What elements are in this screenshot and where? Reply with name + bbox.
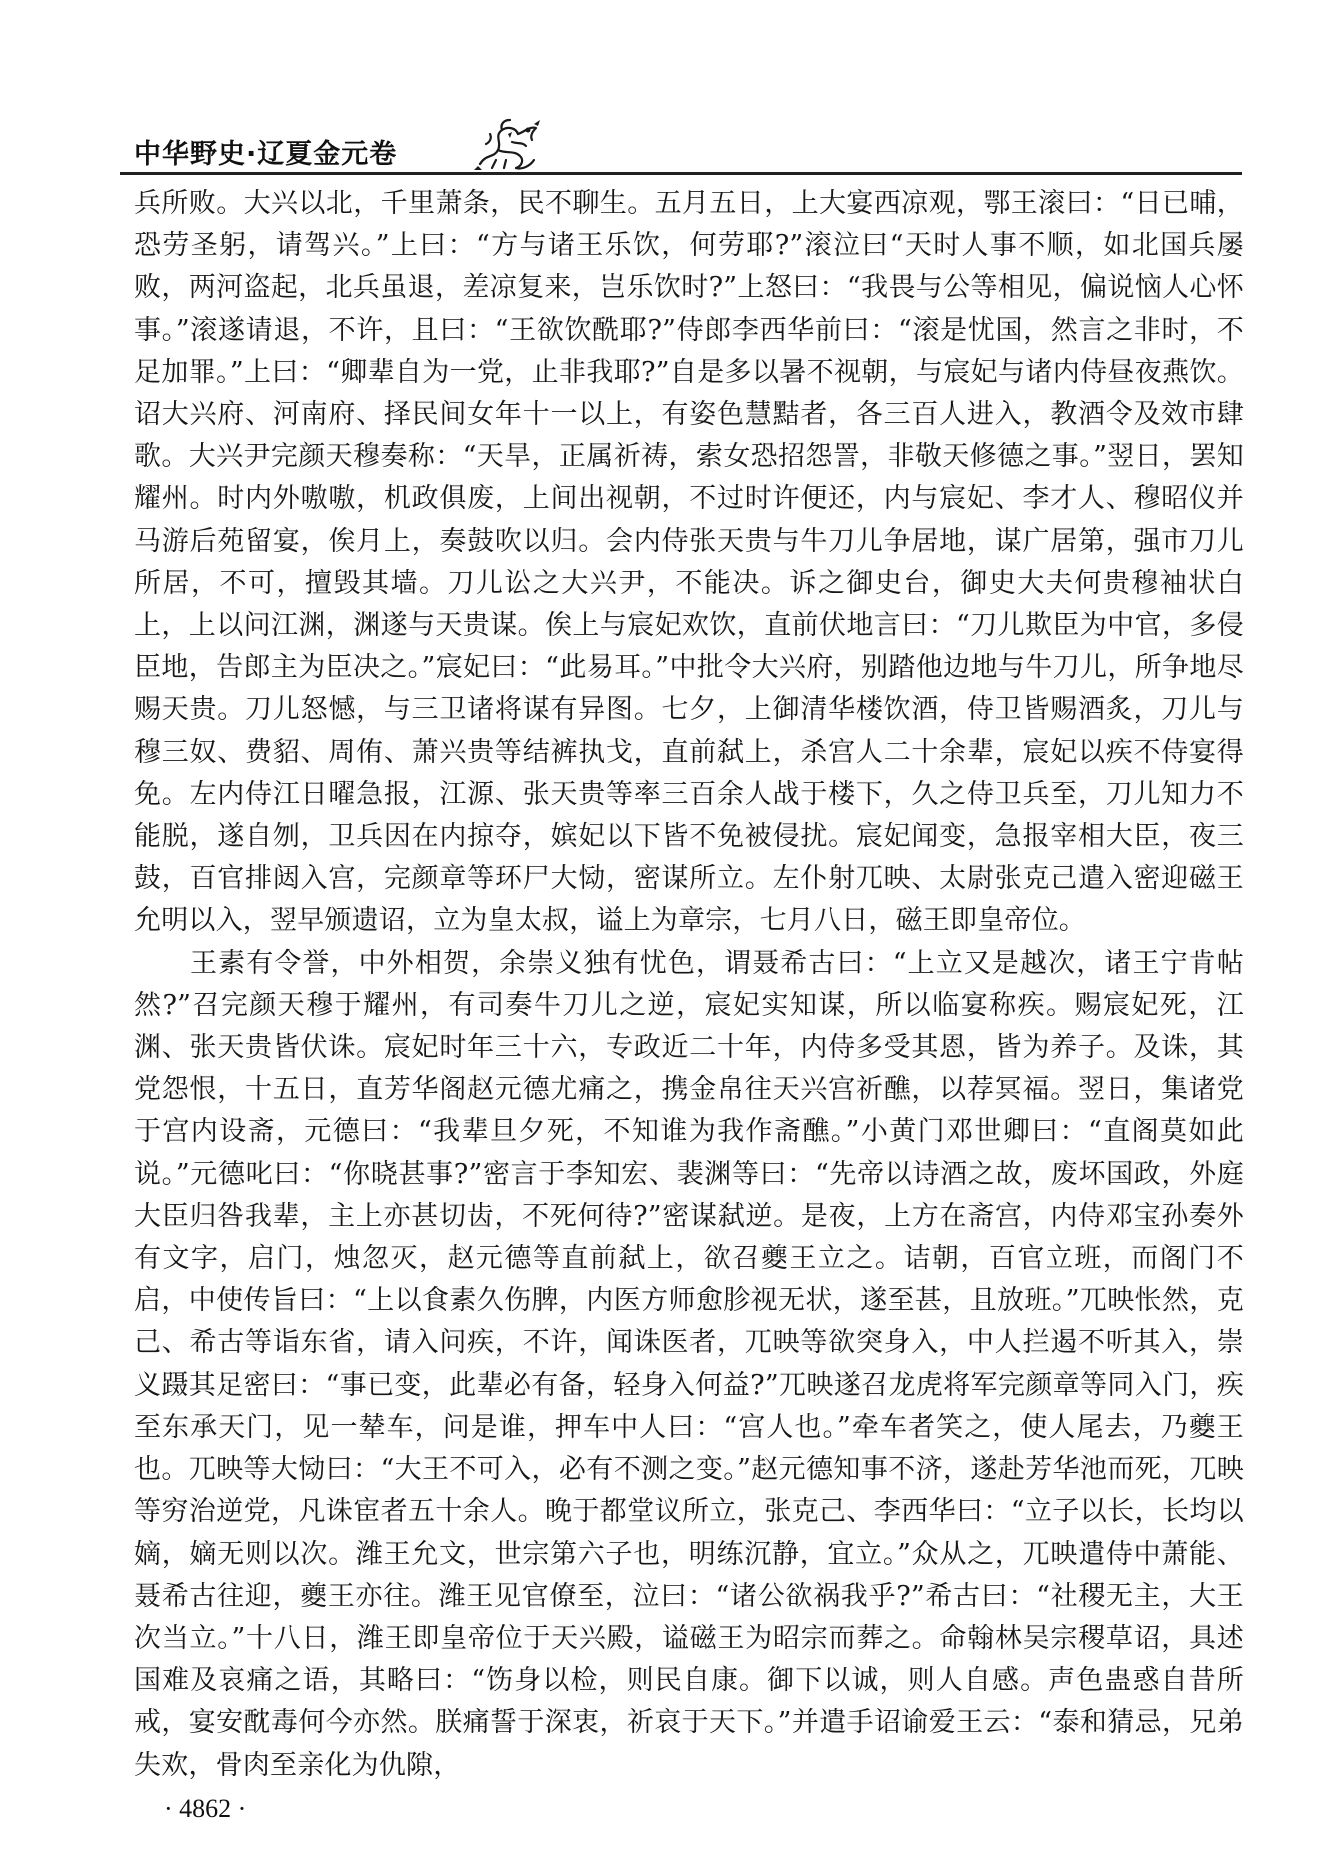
paragraph: 王素有令誉，中外相贺，余崇义独有忧色，谓聂希古曰：“上立又是越次，诸王宁肯帖然?”召完颜天穆于耀州，有司奏牛刀儿之逆，宸妃实知谋，所以临宴称疾。赐宸妃死，江渊、张天贵皆伏诛。宸妃时年三十六，专政近二十年，内侍多受其恩，皆为养子。及诛，其党怨恨，十五日，直芳华阁赵元德尤痛之，携金帛往天兴宫祈醮，以荐冥福。翌日，集诸党于宫内设斋，元德曰：“我辈旦夕死，不知谁为我作斋醮。”小黄门邓世卿曰：“直阁莫如此说。”元德叱曰：“你晓甚事?”密言于李知宏、裴渊等曰：“先帝以诗酒之故，废坏国政，外庭大臣归咎我辈，主上亦甚切齿，不死何待?”密谋弑逆。是夜，上方在斋宫，内侍邓宝孙奏外有文字，启门，烛忽灭，赵元德等直前弑上，欲召夔王立之。诘朝，百官立班，而阁门不启，中使传旨曰：“上以食素久伤脾，内医方师愈胗视无状，遂至甚，且放班。”兀映怅然，克己、希古等诣东省，请入问疾，不许，闻诛医者，兀映等欲突身入，中人拦遏不听其入，崇义蹑其足密曰：“事已变，此辈必有备，轻身入何益?”兀映遂召龙虎将军完颜章等同入门，疾至东承天门，见一辇车，问是谁，押车中人曰：“宫人也。”牵车者笑之，使人尾去，乃夔王也。兀映等大恸曰：“大王不可入，必有不测之变。”赵元德知事不济，遂赴芳华池而死，兀映等穷治逆党，凡诛宦者五十余人。晚于都堂议所立，张克己、李西华曰：“立子以长，长均以嫡，嫡无则以次。潍王允文，世宗第六子也，明练沉静，宜立。”众从之，兀映遣侍中萧能、聂希古往迎，夔王亦往。潍王见官僚至，泣曰：“诸公欲祸我乎?”希古曰：“社稷无主，大王次当立。”十八日，潍王即皇帝位于天兴殿，谥磁王为昭宗而葬之。命翰林吴宗稷草诏，具述国难及哀痛之语，其略曰：“饬身以检，则民自康。御下以诚，则人自感。声色蛊惑自昔所戒，宴安酖毒何今亦然。朕痛誓于深衷，祈哀于天下。”并遣手诏谕爱王云：“泰和猜忌，兄弟失欢，骨肉至亲化为仇隙， <box>134 947 1244 1781</box>
page-header <box>120 96 1245 176</box>
header-rule <box>120 172 1242 175</box>
dragon-ornament-icon <box>472 114 544 174</box>
body-text <box>134 183 1244 1787</box>
page-number: · 4862 · <box>164 1794 247 1823</box>
paragraph: 兵所败。大兴以北，千里萧条，民不聊生。五月五日，上大宴西凉观，鄂王滚曰：“日已晡，恐劳圣躬，请驾兴。”上曰：“方与诸王乐饮，何劳耶?”滚泣曰“天时人事不顺，如北国兵屡败，两河盗起，北兵虽退，差凉复来，岂乐饮时?”上怒曰：“我畏与公等相见，偏说恼人心怀事。”滚遂请退，不许，且曰：“王欲饮酰耶?”侍郎李西华前曰：“滚是忧国，然言之非时，不足加罪。”上曰：“卿辈自为一党，止非我耶?”自是多以暑不视朝，与宸妃与诸内侍昼夜燕饮。诏大兴府、河南府、择民间女年十一以上，有姿色慧黠者，各三百人进入，教酒令及效市肆歌。大兴尹完颜天穆奏称：“天旱，正属祈祷，索女恐招怨詈，非敬天修德之事。”翌日，罢知耀州。时内外嗷嗷，机政俱废，上间出视朝，不过时许便还，内与宸妃、李才人、穆昭仪并马游后苑留宴，俟月上，奏鼓吹以归。会内侍张天贵与牛刀儿争居地，谋广居第，强市刀儿所居，不可，擅毁其墙。刀儿讼之大兴尹，不能决。诉之御史台，御史大夫何贵穆袖状白上，上以问江渊，渊遂与天贵谋。俟上与宸妃欢饮，直前伏地言曰：“刀儿欺臣为中官，多侵臣地，告郎主为臣决之。”宸妃曰：“此易耳。”中批令大兴府，别踏他边地与牛刀儿，所争地尽赐天贵。刀儿怒憾，与三卫诸将谋有异图。七夕，上御清华楼饮酒，侍卫皆赐酒炙，刀儿与穆三奴、费貂、周侑、萧兴贵等结裤执戈，直前弑上，杀宫人二十余辈，宸妃以疾不侍宴得免。左内侍江日曜急报，江源、张天贵等率三百余人战于楼下，久之侍卫兵至，刀儿知力不能脱，遂自刎，卫兵因在内掠夺，嫔妃以下皆不免被侵扰。宸妃闻变，急报宰相大臣，夜三鼓，百官排闼入宫，完颜章等环尸大恸，密谋所立。左仆射兀映、太尉张克己遣入密迎磁王允明以入，翌早颁遗诏，立为皇太叔，谥上为章宗，七月八日，磁王即皇帝位。 <box>134 188 1244 937</box>
running-title: 中华野史·辽夏金元卷 <box>134 139 398 170</box>
